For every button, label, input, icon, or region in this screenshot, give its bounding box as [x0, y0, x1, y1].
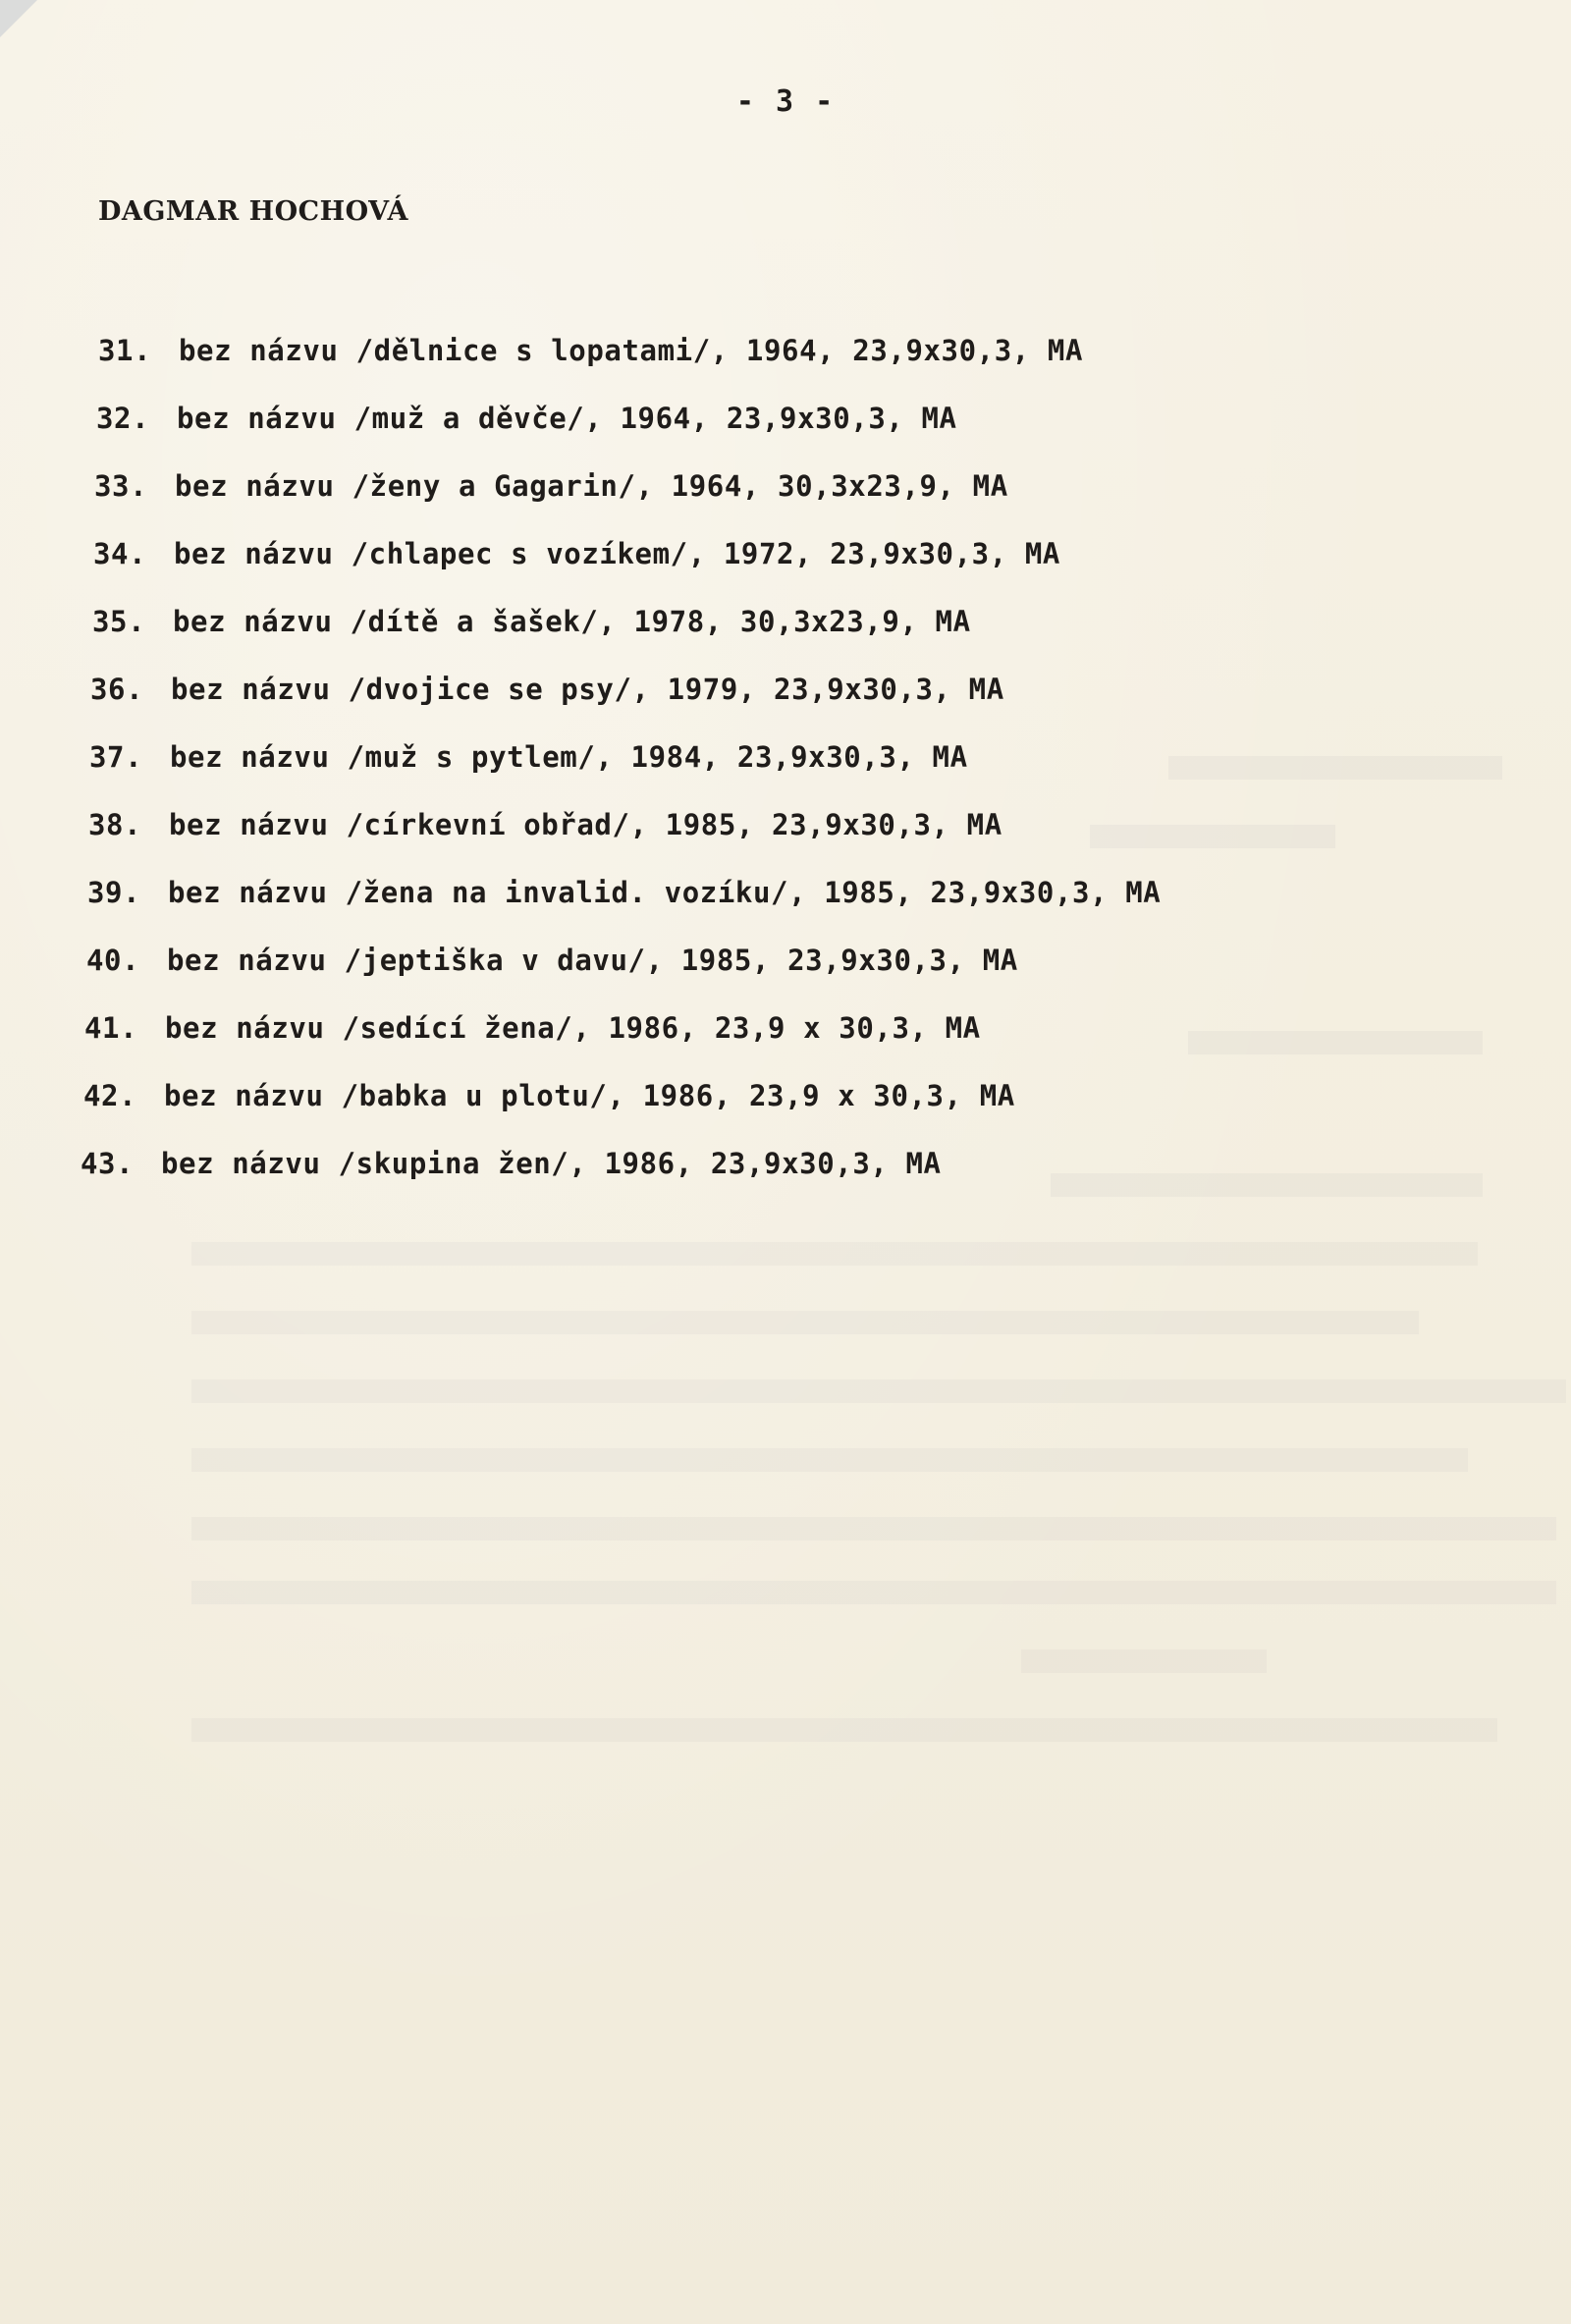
list-item — [86, 944, 1018, 977]
bleed-through-line — [191, 1311, 1419, 1334]
entry-text: bez názvu /chlapec s vozíkem/, 1972, 23,9x30,3, MA — [174, 537, 1060, 570]
list-item — [94, 469, 1008, 503]
entry-number: 38. — [88, 808, 142, 841]
entry-number: 36. — [90, 673, 144, 706]
bleed-through-line — [191, 1448, 1468, 1472]
entry-text: bez názvu /dvojice se psy/, 1979, 23,9x30,3, MA — [171, 673, 1004, 706]
list-item — [98, 334, 1083, 367]
entry-number: 43. — [81, 1147, 135, 1180]
list-item — [87, 876, 1161, 909]
entry-number: 39. — [87, 876, 141, 909]
bleed-through-line — [1021, 1649, 1267, 1673]
bleed-through-line — [191, 1379, 1566, 1403]
entry-number: 31. — [98, 334, 152, 367]
list-item — [88, 808, 1002, 841]
bleed-through-line — [191, 1242, 1478, 1266]
entry-text: bez názvu /muž a děvče/, 1964, 23,9x30,3, MA — [177, 402, 957, 435]
bleed-through-line — [191, 1718, 1497, 1742]
entry-text: bez názvu /sedící žena/, 1986, 23,9 x 30,3, MA — [165, 1011, 981, 1045]
list-item — [89, 740, 968, 774]
bleed-through-line — [1188, 1031, 1483, 1054]
list-item — [84, 1011, 981, 1045]
entry-number: 33. — [94, 469, 148, 503]
list-item — [96, 402, 957, 435]
bleed-through-line — [191, 1581, 1556, 1604]
page-number: - 3 - — [735, 84, 836, 119]
entry-text: bez názvu /žena na invalid. vozíku/, 1985, 23,9x30,3, MA — [168, 876, 1162, 909]
list-item — [81, 1147, 942, 1180]
entry-text: bez názvu /dělnice s lopatami/, 1964, 23,9x30,3, MA — [179, 334, 1084, 367]
entry-text: bez názvu /jeptiška v davu/, 1985, 23,9x30,3, MA — [167, 944, 1018, 977]
entry-number: 37. — [89, 740, 143, 774]
page-corner-curl — [0, 0, 37, 37]
entry-number: 35. — [92, 605, 146, 638]
list-item — [90, 673, 1004, 706]
bleed-through-line — [1090, 825, 1335, 848]
entry-number: 32. — [96, 402, 150, 435]
entry-number: 41. — [84, 1011, 138, 1045]
entry-text: bez názvu /dítě a šašek/, 1978, 30,3x23,9, MA — [173, 605, 971, 638]
bleed-through-line — [1051, 1173, 1483, 1197]
entry-text: bez názvu /ženy a Gagarin/, 1964, 30,3x23,9, MA — [175, 469, 1008, 503]
list-item — [92, 605, 971, 638]
entry-text: bez názvu /muž s pytlem/, 1984, 23,9x30,3, MA — [170, 740, 968, 774]
entry-number: 34. — [93, 537, 147, 570]
entry-text: bez názvu /skupina žen/, 1986, 23,9x30,3, MA — [161, 1147, 942, 1180]
list-item — [83, 1079, 1015, 1112]
entry-text: bez názvu /babka u plotu/, 1986, 23,9 x 30,3, MA — [164, 1079, 1015, 1112]
entry-number: 42. — [83, 1079, 137, 1112]
bleed-through-line — [1168, 756, 1502, 780]
entry-number: 40. — [86, 944, 140, 977]
entry-text: bez názvu /církevní obřad/, 1985, 23,9x30,3, MA — [169, 808, 1002, 841]
bleed-through-line — [191, 1517, 1556, 1540]
list-item — [93, 537, 1060, 570]
author-heading: DAGMAR HOCHOVÁ — [98, 196, 408, 227]
